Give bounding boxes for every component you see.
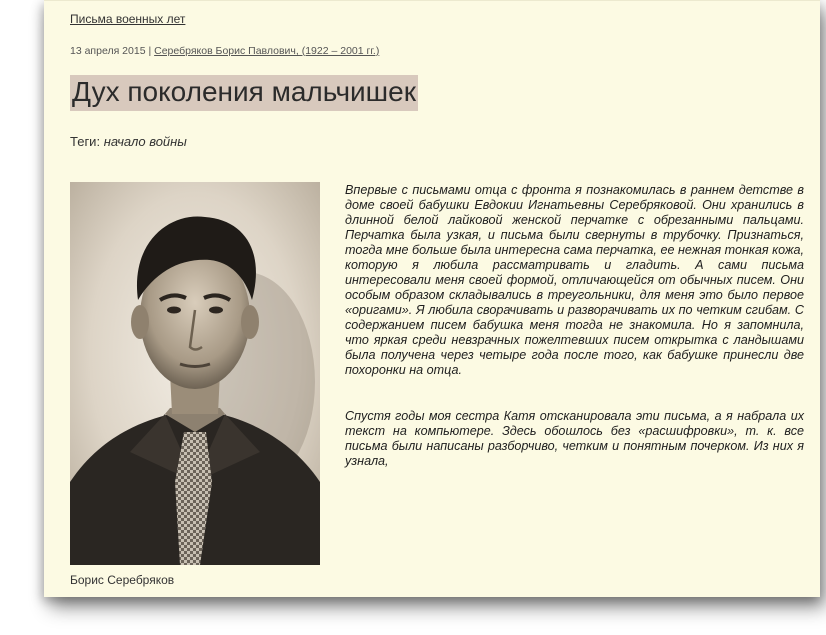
paragraph: Впервые с письмами отца с фронта я познакомилась в раннем детстве в доме своей бабушки Евдокии Игнатьевны Серебряковой. Они хранились в длинной белой лайковой женской перчатке с обрезанными пальцами. Перчатка была узкая, и письма были свернуты в трубочку. Признаться, тогда мне больше была интересна сама перчатка, ее нежная тонкая кожа, которую я любила рассматривать и гладить. А сами письма интересовали меня своей формой, отличающейся от обычных писем. Они особым образом складывались в треугольники, для меня это было первое «оригами». Я любила сворачивать и разворачивать их по четким сгибам. С содержанием писем бабушка меня тогда не знакомила. Но я запомнила, что яркая среди невзрачных пожелтевших писем открытка с ландышами была получена через четыре года после того, как бабушке принесли две похоронки на отца. (345, 183, 804, 377)
photo-caption: Борис Серебряков (70, 573, 175, 587)
meta-separator: | (145, 45, 155, 57)
author-link[interactable]: Серебряков Борис Павлович, (1922 – 2001 гг.) (154, 45, 380, 57)
paragraph: Спустя годы моя сестра Катя отсканировала эти письма, а я набрала их текст на компьютере. Здесь обошлось без «расшифровки», т. к. все письма были написаны разборчиво, четким и понятным почерком. Из них я узнала, (345, 409, 804, 468)
article-body (345, 183, 804, 500)
tag-link[interactable]: начало войны (103, 134, 187, 149)
article-card (44, 0, 820, 597)
article-meta (70, 45, 379, 57)
page-title: Дух поколения мальчишек (70, 75, 418, 111)
tags (70, 134, 187, 149)
publish-date: 13 апреля 2015 (70, 45, 146, 57)
portrait-image (70, 182, 320, 565)
portrait-photo (70, 182, 320, 565)
tags-label: Теги: (70, 134, 101, 149)
category-link[interactable]: Письма военных лет (70, 12, 186, 26)
article-content (70, 1, 808, 597)
